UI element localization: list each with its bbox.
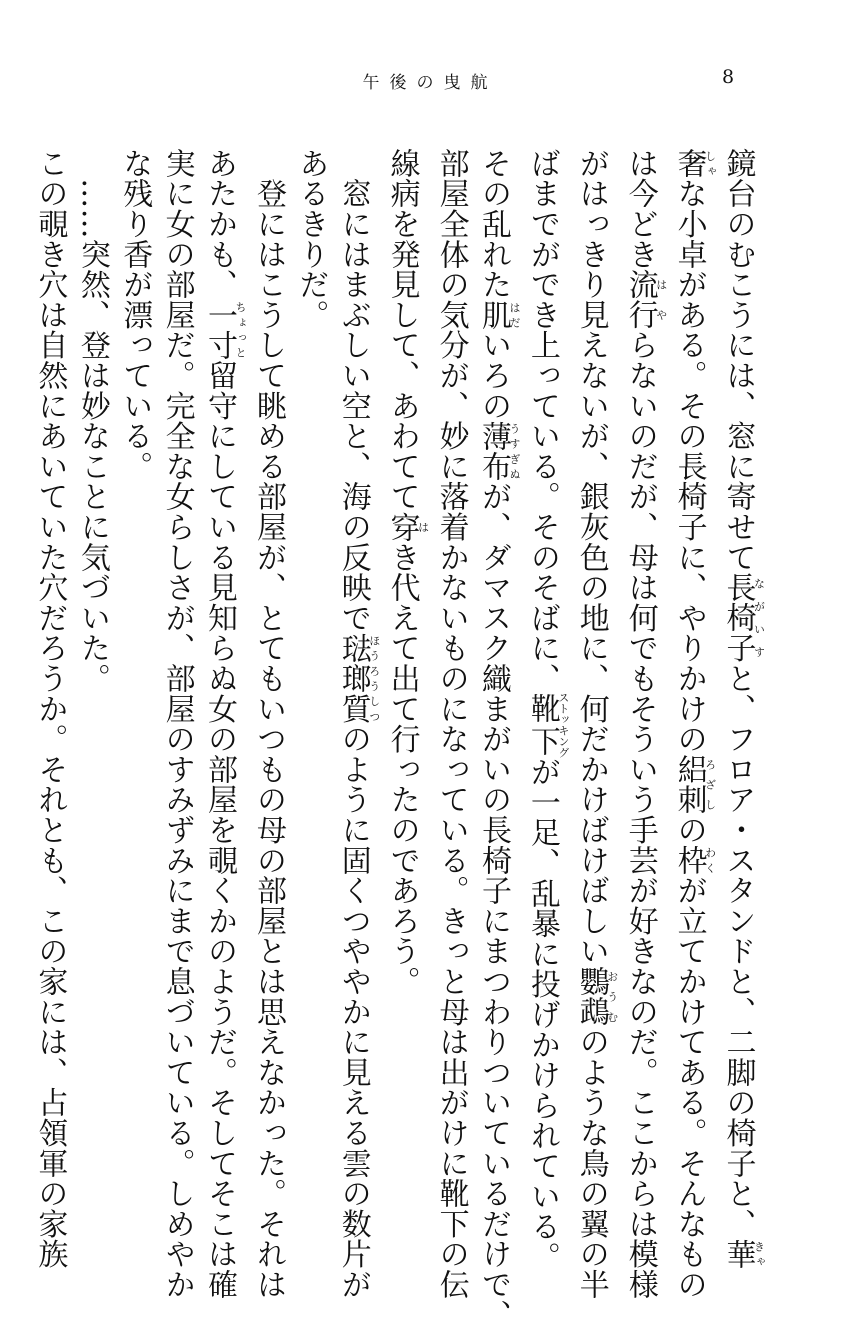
ruby-base: 枠: [671, 844, 707, 876]
text-run: な残り香が漂っている。: [117, 148, 153, 482]
body-text: [32, 148, 766, 1330]
text-line: [380, 148, 429, 1118]
text-run: 実に女の部屋だ。完全な女らしさが、部屋のすみずみにまで息づいている。しめやか: [159, 148, 195, 1300]
text-run: のような鳥の翼の半: [573, 1026, 609, 1300]
text-run: と、フロア・スタンドと、二脚の椅子と、: [720, 663, 756, 1239]
ruby-base: 鸚鵡: [573, 966, 609, 1027]
text-run: この覗き穴は自然にあいていた穴だろうか。それとも、この家には、占領軍の家族: [32, 148, 68, 1270]
text-run: が一足、乱暴に投げかけられている。: [524, 756, 560, 1272]
ruby-word: [384, 511, 430, 542]
text-run: 鏡台のむこうには、窓に寄せて: [720, 148, 756, 573]
ruby-reading: ながいす: [752, 572, 766, 664]
text-line: [155, 148, 197, 1300]
ruby-word: [202, 299, 248, 361]
text-run: その乱れた: [475, 148, 511, 300]
ruby-reading: ストッキング: [556, 692, 570, 759]
text-run: ばまでができ上っている。そのそばに、: [524, 148, 560, 694]
text-line: [520, 148, 570, 1272]
ruby-reading: はだ: [507, 299, 521, 330]
running-title: 午後の曳航: [362, 73, 498, 93]
ruby-word: [671, 844, 717, 876]
ruby-reading: ろざし: [703, 754, 717, 815]
text-line: [667, 148, 717, 1300]
text-run: は今どき: [622, 148, 658, 270]
ruby-word: [475, 299, 521, 330]
text-line: [331, 148, 381, 1300]
page-number: 8: [722, 66, 735, 88]
text-run: あるきりだ。: [293, 148, 329, 330]
ruby-base: 琺瑯質: [335, 632, 371, 724]
ruby-base: 流行: [622, 269, 658, 330]
text-run: がはっきり見えないが、銀灰色の地に、何だかけばけばしい: [573, 148, 609, 967]
text-run: な小卓がある。その長椅子に、やりかけの: [671, 178, 707, 755]
text-line: [70, 148, 112, 1118]
text-run: ……突然、登は妙なことに気づいた。: [74, 148, 110, 694]
text-run: が、ダマスク織まがいの長椅子にまつわりついているだけで、: [475, 481, 511, 1330]
text-run: のように固くつややかに見える雲の数片が: [335, 723, 371, 1300]
ruby-reading: しゃ: [703, 148, 717, 179]
text-run: らないのだが、母は何でもそういう手芸が好きなのだ。ここからは模様: [622, 329, 658, 1300]
ruby-base: 一寸: [202, 299, 238, 361]
text-run: あたかも、: [202, 148, 238, 300]
ruby-reading: うすぎぬ: [507, 420, 521, 482]
ruby-word: [475, 420, 521, 482]
text-run: き代えて出て行ったのであろう。: [384, 541, 420, 997]
ruby-word: [720, 1238, 766, 1270]
ruby-base: 華: [720, 1238, 756, 1270]
ruby-word: [671, 754, 717, 815]
text-line: [716, 148, 766, 1270]
text-line: [198, 148, 248, 1300]
text-run: 登にはこうして眺める部屋が、とてもいつもの母の部屋とは思えなかった。それは: [250, 148, 286, 1300]
text-run: いろの: [475, 329, 511, 421]
ruby-base: 絽刺: [671, 754, 707, 815]
ruby-word: [622, 269, 668, 330]
text-line: [618, 148, 668, 1300]
ruby-reading: ほうろうしつ: [367, 632, 381, 724]
ruby-reading: はや: [654, 269, 668, 330]
ruby-reading: ちょっと: [234, 299, 248, 361]
text-run: の: [671, 814, 707, 845]
text-line: [247, 148, 289, 1300]
ruby-base: 奢: [671, 148, 707, 179]
ruby-word: [720, 572, 766, 664]
ruby-base: 薄布: [475, 420, 511, 482]
text-run: 部屋全体の気分が、妙に落着かないものになっている。きっと母は出がけに靴下の伝: [433, 148, 469, 1300]
ruby-reading: は: [416, 511, 430, 542]
text-line: [429, 148, 471, 1300]
ruby-reading: わく: [703, 844, 717, 876]
ruby-reading: おうむ: [605, 966, 619, 1027]
ruby-word: [335, 632, 381, 724]
ruby-word: [671, 148, 717, 179]
ruby-word: [524, 692, 570, 759]
text-line: [113, 148, 155, 1118]
text-line: [569, 148, 619, 1300]
ruby-base: 穿: [384, 511, 420, 542]
ruby-base: 肌: [475, 299, 511, 330]
text-run: が立てかけてある。そんなもの: [671, 875, 707, 1300]
ruby-reading: きゃ: [752, 1238, 766, 1270]
text-run: 留守にしている見知らぬ女の部屋を覗くかのようだ。そしてそこは確: [202, 360, 238, 1300]
ruby-base: 長椅子: [720, 572, 756, 664]
text-line: [28, 148, 70, 1270]
text-run: 線病を発見して、あわてて: [384, 148, 420, 512]
text-line: [472, 148, 521, 1330]
ruby-base: 靴下: [524, 692, 560, 759]
ruby-word: [573, 966, 619, 1027]
text-line: [289, 148, 331, 1118]
text-run: 窓にはまぶしい空と、海の反映で: [335, 148, 371, 633]
